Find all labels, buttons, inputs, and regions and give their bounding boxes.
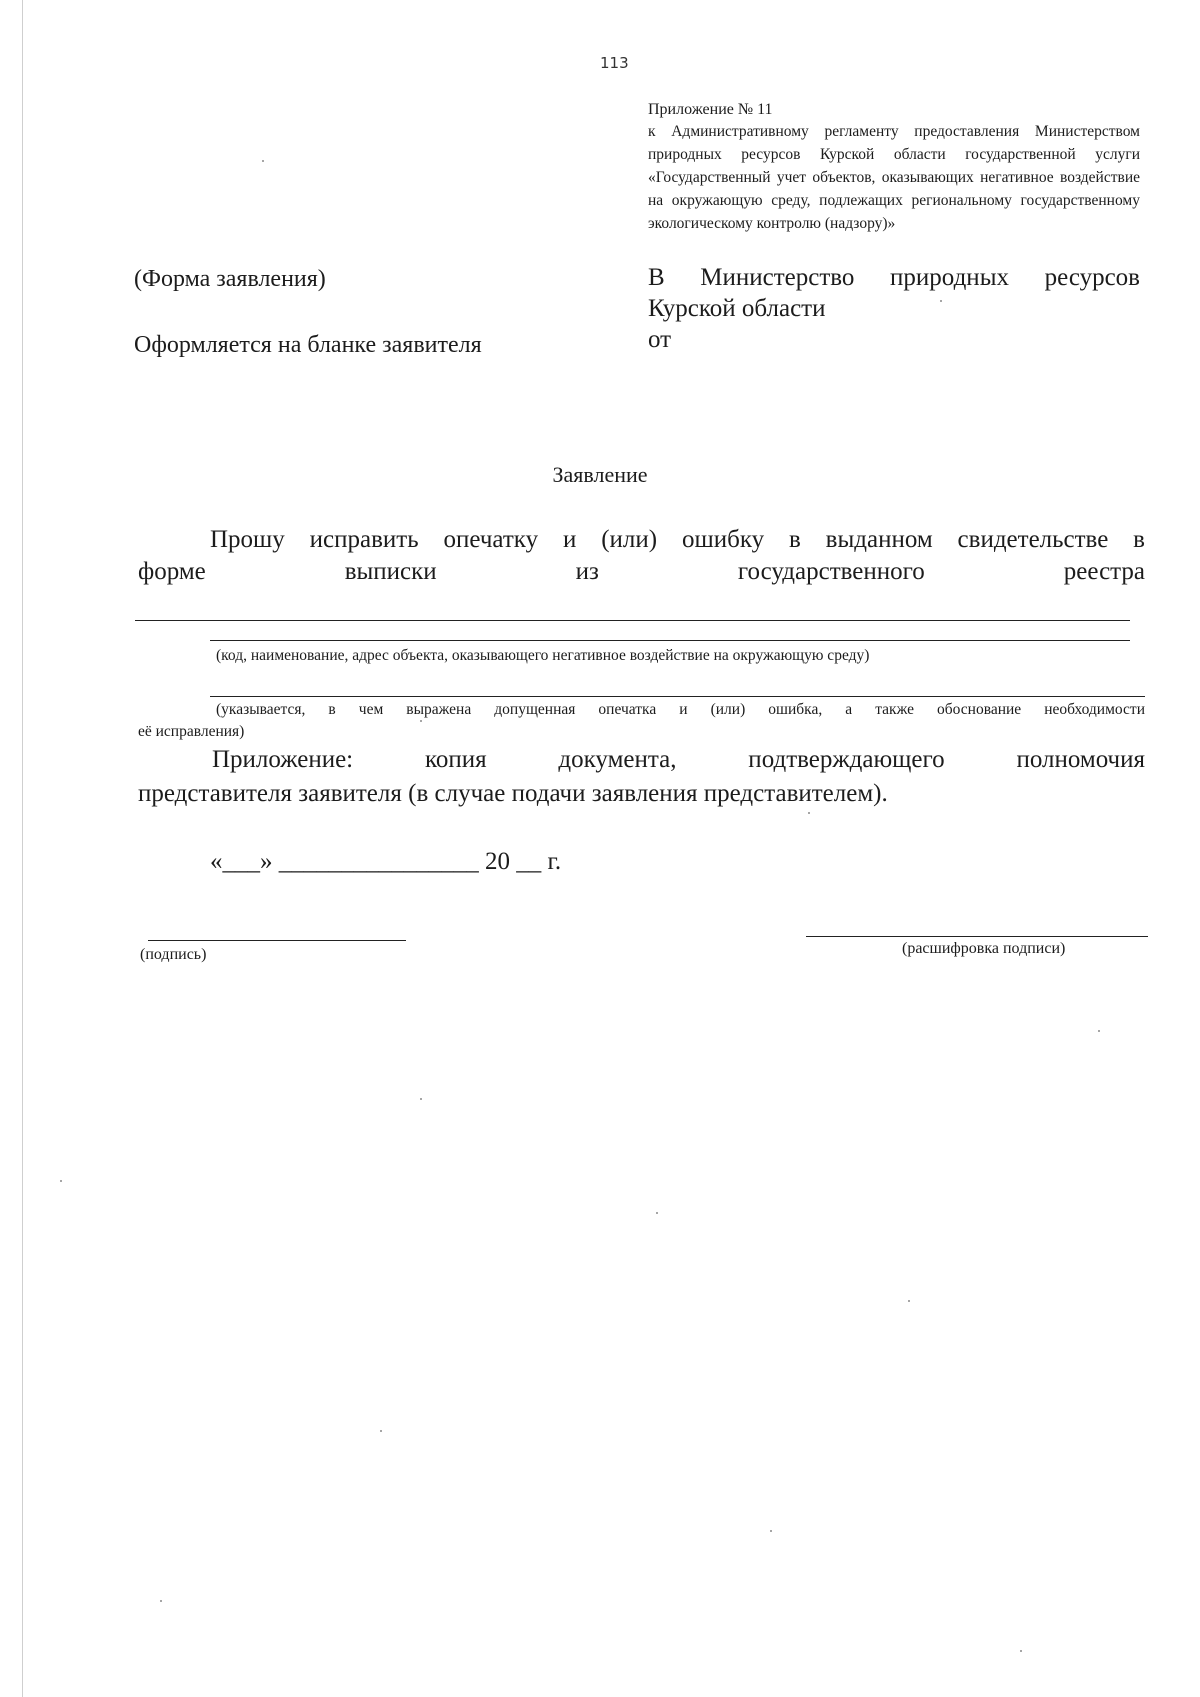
object-fill-line-1 — [135, 620, 1130, 621]
error-caption-line-1-text: (указывается, в чем выражена допущенная опечатка и (или) ошибка, а также обоснование необходимости — [216, 701, 1145, 718]
request-line-1 — [210, 524, 1145, 556]
page-number: 113 — [600, 54, 629, 72]
error-fill-line — [210, 696, 1145, 697]
addressee-line-1: В Министерство природных ресурсов — [648, 264, 1140, 291]
blank-label: Оформляется на бланке заявителя — [134, 332, 482, 358]
appendix-text: к Административному регламенту предоставления Министерством природных ресурсов Курской области государственной услуги «Государственный учет объектов, оказывающих негативное воздействие на окружающую среду, подлежащих региональному государственному экологическому контролю (надзору)» — [648, 123, 1140, 232]
signature-caption: (подпись) — [140, 946, 207, 963]
error-caption-line-2: её исправления) — [138, 723, 245, 740]
signature-decode-caption: (расшифровка подписи) — [902, 940, 1066, 957]
attachment-line-2: представителя заявителя (в случае подачи заявления представителем). — [138, 780, 888, 807]
attachment-line-1-text: Приложение: копия документа, подтверждающего полномочия — [212, 746, 1145, 773]
attachment-line-1 — [212, 744, 1145, 776]
object-fill-line-2 — [210, 640, 1130, 641]
appendix-title: Приложение № 11 — [648, 101, 773, 118]
signature-decode-line — [806, 936, 1148, 937]
scan-left-edge — [22, 0, 23, 1697]
statement-title: Заявление — [552, 462, 648, 487]
addressee-block — [648, 262, 1140, 355]
date-line: «___» ________________ 20 __ г. — [210, 848, 562, 875]
object-caption: (код, наименование, адрес объекта, оказывающего негативное воздействие на окружающую среду) — [216, 647, 870, 664]
signature-line — [148, 940, 406, 941]
appendix-block — [648, 100, 1140, 235]
request-line-2-text: форме выписки из государственного реестра — [138, 558, 1145, 585]
addressee-line-3: от — [648, 326, 672, 353]
request-line-1-text: Прошу исправить опечатку и (или) ошибку в выданном свидетельстве в — [210, 526, 1145, 553]
error-caption-line-1 — [216, 700, 1145, 720]
addressee-line-2: Курской области — [648, 295, 826, 322]
form-label: (Форма заявления) — [134, 266, 326, 292]
request-line-2 — [138, 556, 1145, 588]
